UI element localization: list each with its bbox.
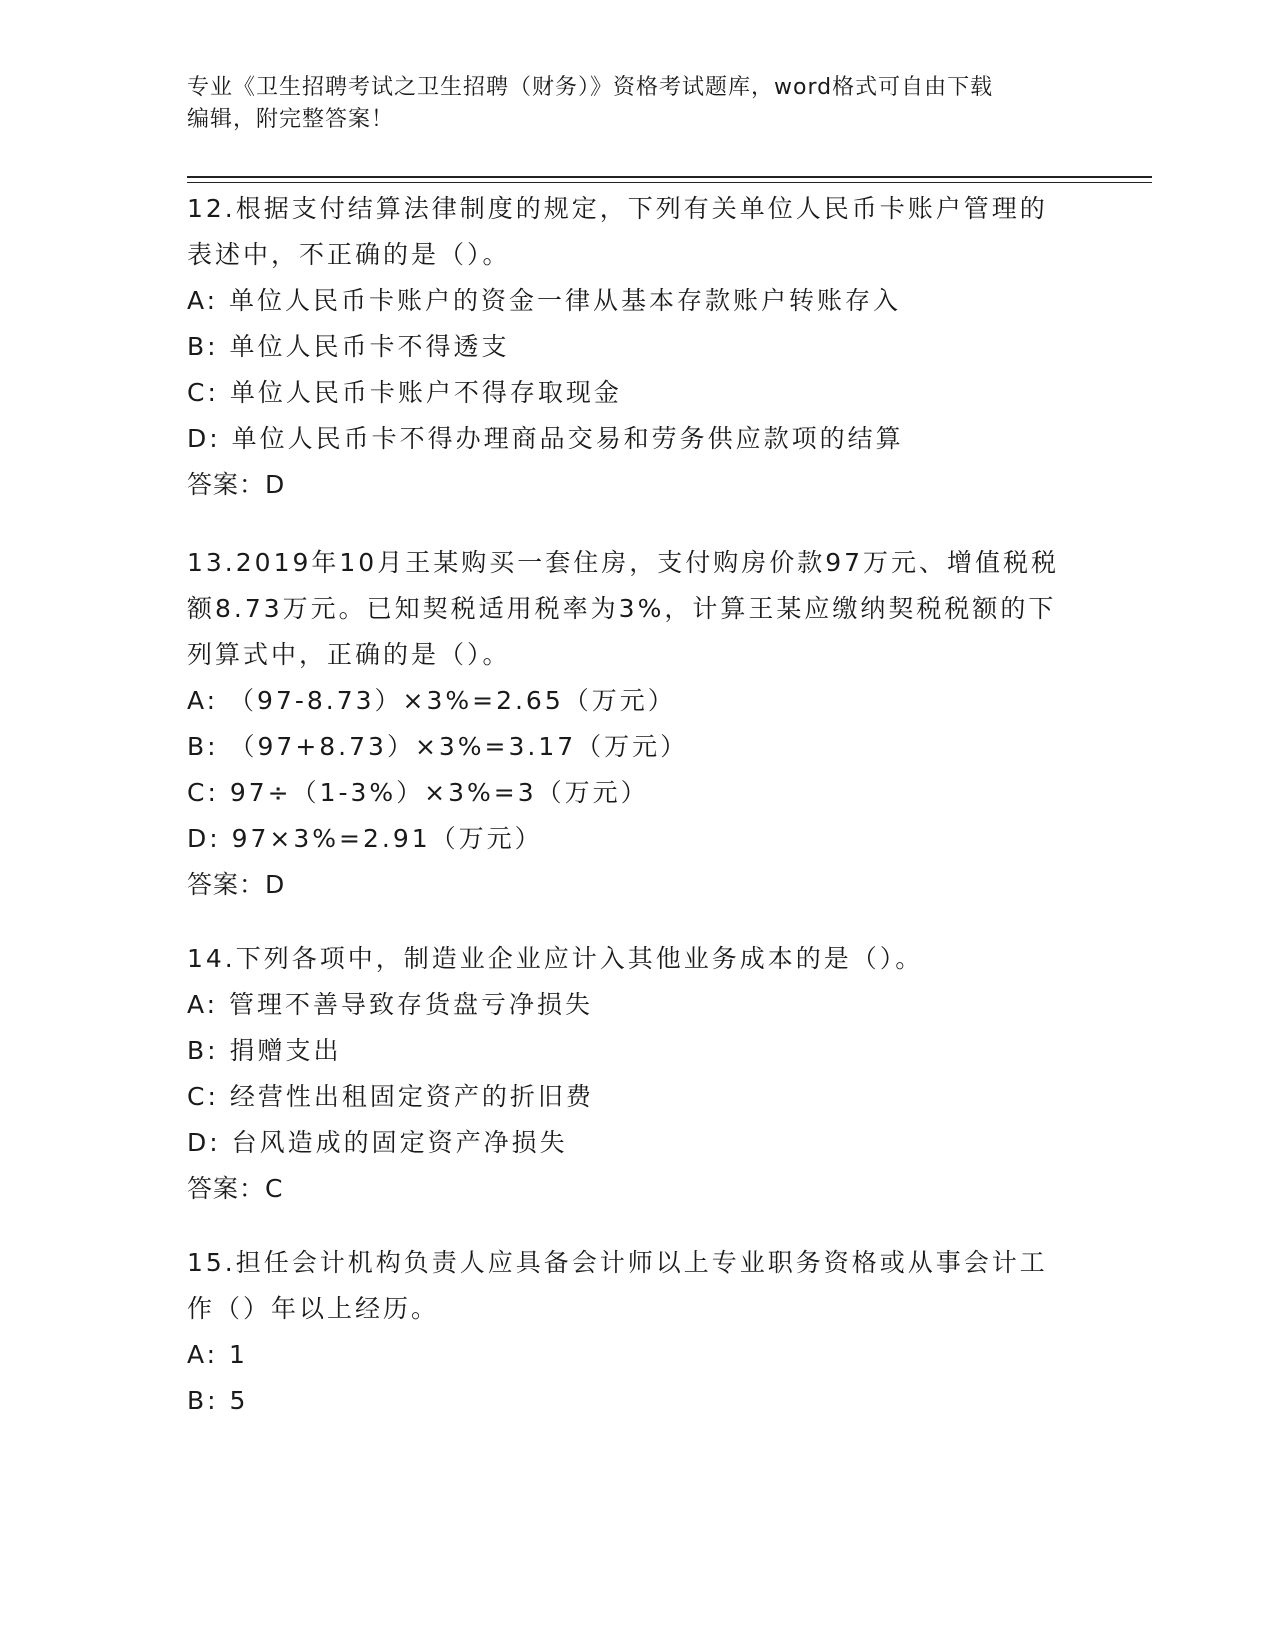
answer: 答案：D <box>187 470 286 499</box>
option-a: A: （97-8.73）×3%=2.65（万元） <box>187 686 676 715</box>
option-b: B: 捐赠支出 <box>187 1036 342 1065</box>
header-line-2: 编辑，附完整答案！ <box>187 107 395 132</box>
question-12 <box>187 186 1087 508</box>
question-13 <box>187 540 1087 908</box>
question-stem-line: 13.2019年10月王某购买一套住房，支付购房价款97万元、增值税税 <box>187 548 1060 577</box>
question-stem-line: 作（）年以上经历。 <box>187 1294 440 1323</box>
option-a: A: 管理不善导致存货盘亏净损失 <box>187 990 594 1019</box>
option-b: B: （97+8.73）×3%=3.17（万元） <box>187 732 689 761</box>
option-d: D: 97×3%=2.91（万元） <box>187 824 543 853</box>
document-header <box>187 72 1067 136</box>
option-c: C: 97÷（1-3%）×3%=3（万元） <box>187 778 649 807</box>
question-stem-line: 列算式中，正确的是（）。 <box>187 640 511 669</box>
question-15 <box>187 1240 1087 1424</box>
option-b: B: 5 <box>187 1386 249 1415</box>
header-line-1: 专业《卫生招聘考试之卫生招聘（财务）》资格考试题库，word格式可自由下载 <box>187 75 994 100</box>
option-c: C: 单位人民币卡账户不得存取现金 <box>187 378 622 407</box>
question-14 <box>187 936 1087 1212</box>
answer: 答案：C <box>187 1174 284 1203</box>
header-divider-thick <box>187 176 1152 178</box>
question-stem-line: 额8.73万元。已知契税适用税率为3%，计算王某应缴纳契税税额的下 <box>187 594 1057 623</box>
option-c: C: 经营性出租固定资产的折旧费 <box>187 1082 594 1111</box>
question-stem-line: 15.担任会计机构负责人应具备会计师以上专业职务资格或从事会计工 <box>187 1248 1048 1277</box>
question-stem-line: 12.根据支付结算法律制度的规定，下列有关单位人民币卡账户管理的 <box>187 194 1048 223</box>
header-divider-thin <box>187 182 1152 183</box>
option-a: A: 1 <box>187 1340 248 1369</box>
option-d: D: 单位人民币卡不得办理商品交易和劳务供应款项的结算 <box>187 424 904 453</box>
answer: 答案：D <box>187 870 286 899</box>
question-stem-line: 表述中，不正确的是（）。 <box>187 240 511 269</box>
option-a: A: 单位人民币卡账户的资金一律从基本存款账户转账存入 <box>187 286 902 315</box>
option-b: B: 单位人民币卡不得透支 <box>187 332 510 361</box>
question-stem-line: 14.下列各项中，制造业企业应计入其他业务成本的是（）。 <box>187 944 924 973</box>
option-d: D: 台风造成的固定资产净损失 <box>187 1128 568 1157</box>
